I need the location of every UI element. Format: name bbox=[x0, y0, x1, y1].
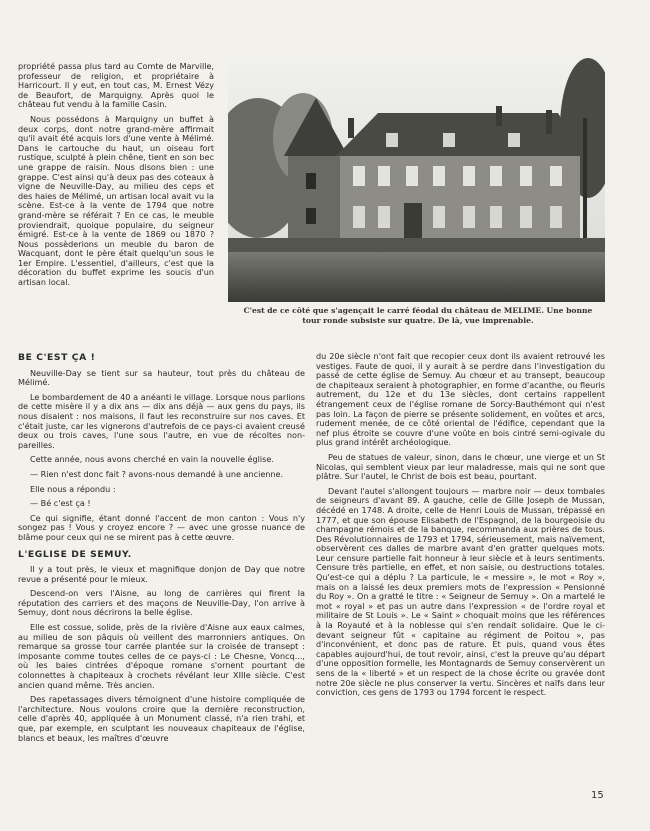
page-number: 15 bbox=[591, 790, 604, 801]
paragraph: Elle est cossue, solide, près de la rivière d'Aisne aux eaux calmes, au milieu de son pâquis où veillent des marronniers antiques. On remarque sa grosse tour carrée plantée sur la croisée de transept : imposante comme toutes celles de ce pays-ci : Le Chesne, Voncq..., où les baies cintrées d'époque romane s'ornent pourtant de colonnettes à chapiteaux à crochets révélant leur XIIIe siècle. C'est ancien quand même. Très ancien. bbox=[18, 622, 305, 690]
left-column bbox=[18, 346, 305, 748]
paragraph: Elle nous a répondu : bbox=[30, 483, 116, 494]
paragraph: — Bé c'est ça ! bbox=[30, 498, 91, 509]
section-heading: BE C'EST ÇA ! bbox=[18, 352, 96, 363]
intro-paragraph: Nous possédons à Marquigny un buffet à deux corps, dont notre grand-mère affirmait qu'il avait été acquis lors d'une vente à Mélimé. Dans le cartouche du haut, un oiseau fort rustique, sculpté à plein chêne, tient en son bec une grappe de raisin. Nous disons bien : une grappe. C'est ainsi qu'à deux pas des coteaux à vigne de Neuville-Day, au milieu des ceps et des haies de Mélimé, un artisan local avait vu la scène. Est-ce à la vente de 1794 que notre grand-mère se référait ? En ce cas, le meuble proviendrait, quoique populaire, du seigneur émigré. Est-ce à la vente de 1869 ou 1870 ? Nous possèderions un meuble du baron de Wacquant, dont le père était quelqu'un sous le 1er Empire. L'essentiel, d'ailleurs, c'est que la décoration du buffet exprime les soucis d'un artisan local. bbox=[18, 113, 214, 288]
paragraph: Cette année, nous avons cherché en vain la nouvelle église. bbox=[30, 454, 274, 465]
paragraph: Devant l'autel s'allongent toujours — marbre noir — deux tombales de seigneurs d'avant 89. A gauche, celle de Gille Joseph de Mussan, décédé en 1748. A droite, celle de Henri Louis de Mussan, trépassé en 1777, et que son épouse Elisabeth de l'Espagnol, de la bourgeoisie du champagne rémois et de la banque, recommanda aux prières de tous. Des Révolutionnaires de 1793 et 1794, sérieusement, mais naïvement, observèrent ces dalles de marbre avant d'en gratter quelques mots. Leur censure partielle fait honneur à leur siècle et à leurs sentiments. Censure très partielle, en effet, et non saisie, ou destructions totales. Qu'est-ce qui a déplu ? La particule, le « messire », le mot « Roy », mais on a laissé les deux premiers mots de l'expression « Pensionné du Roy ». On a gratté le titre : « Seigneur de Semuy ». On a martelé le mot « royal » et pas un autre dans l'expression « de l'ordre royal et militaire de St Louis ». Le « Saint » choquait moins que les références à la Royauté et à la noblesse qui s'en rendait solidaire. Que le ci-devant seigneur fût « capitaine au régiment de Poitou », pas d'inconvénient, et donc pas de rature. Et puis, quand vous êtes capables aujourd'hui, de tout revoir, ainsi, c'est la preuve qu'au départ d'une opposition formelle, les Montagnards de Semuy conservèrent un sens de la « liberté » et un respect de la chose écrite ou gravée dont notre 20e siècle ne plus conserver la vertu. Sincères et naïfs dans leur conviction, ces gens de 1793 ou 1794 forcent le respect. bbox=[316, 485, 605, 698]
paragraph: Des rapetassages divers témoignent d'une histoire compliquée de l'architecture. Nous voulons croire que la dernière reconstruction, celle d'après 40, appliquée à un Monument classé, n'a rien trahi, et que, par exemple, en sculptant les nouveaux chapiteaux de l'église, blancs et beaux, les maîtres d'œuvre bbox=[18, 694, 305, 743]
paragraph: Il y a tout près, le vieux et magnifique donjon de Day que notre revue a présenté pour le mieux. bbox=[18, 564, 305, 584]
paragraph: Peu de statues de valeur, sinon, dans le chœur, une vierge et un St Nicolas, qui semblent vieux par leur maladresse, mais qui ne sont que plâtre. Sur l'autel, le Christ de bois est beau, pourtant. bbox=[316, 451, 605, 482]
paragraph: du 20e siècle n'ont fait que recopier ceux dont ils avaient retrouvé les vestiges. Faute de quoi, il y aurait à se perdre dans l'investigation du passé de cette église de Semuy. Au chœur et au transept, beaucoup de chapiteaux seraient à photographier, en forme d'acanthe, ou fleuris autrement, du 12e et du 13e siècles, dont certains rappellent étrangement ceux de l'église romane de Sorcy-Bauthémont qui n'est pas loin. La façon de pierre se présente solidement, en voûtes et arcs, rudement menée, de ce côté oriental de l'édifice, cependant que la nef plus étroite se couvre d'une voûte en bois cintré semi-ogivale du plus grand intérêt archéologique. bbox=[316, 351, 605, 448]
paragraph: Descend-on vers l'Aisne, au long de carrières qui firent la réputation des carriers et des maçons de Neuville-Day, l'on arrive à Semuy, dont nous décrirons la belle église. bbox=[18, 588, 305, 618]
paragraph: Ce qui signifie, étant donné l'accent de mon canton : Vous n'y songez pas ! Vous y croyez encore ? — avec une grosse nuance de blâme pour ceux qui ne se mirent pas à cette œuvre. bbox=[18, 512, 305, 542]
intro-column bbox=[18, 62, 214, 293]
paragraph: Neuville-Day se tient sur sa hauteur, tout près du château de Mélimé. bbox=[18, 367, 305, 388]
right-column bbox=[316, 352, 605, 703]
chateau-photo bbox=[228, 58, 605, 302]
paragraph: — Rien n'est donc fait ? avons-nous demandé à une ancienne. bbox=[30, 468, 284, 479]
intro-paragraph: propriété passa plus tard au Comte de Marville, professeur de religion, et propriétaire à Harricourt. Il y eut, en tout cas, M. Ernest Vézy de Beaufort, de Marquigny. Après quoi le château fut vendu à la famille Casin. bbox=[18, 61, 214, 110]
paragraph: Le bombardement de 40 a anéanti le village. Lorsque nous parlions de cette misère il y a dix ans — dix ans déjà — aux gens du pays, ils nous disaient : nos maisons, il faut les reconstruire sur nos caves. Et c'était juste, car les vignerons d'autrefois de ce pays-ci avaient creusé deux ou trois caves, l'une sous l'autre, en vue de récoltes non-pareilles. bbox=[18, 391, 305, 450]
photo-caption: C'est de ce côté que s'agençait le carré féodal du château de MELIME. Une bonne tour ronde subsiste sur quatre. De là, vue imprenable. bbox=[243, 306, 593, 325]
section-heading: L'EGLISE DE SEMUY. bbox=[18, 548, 132, 560]
